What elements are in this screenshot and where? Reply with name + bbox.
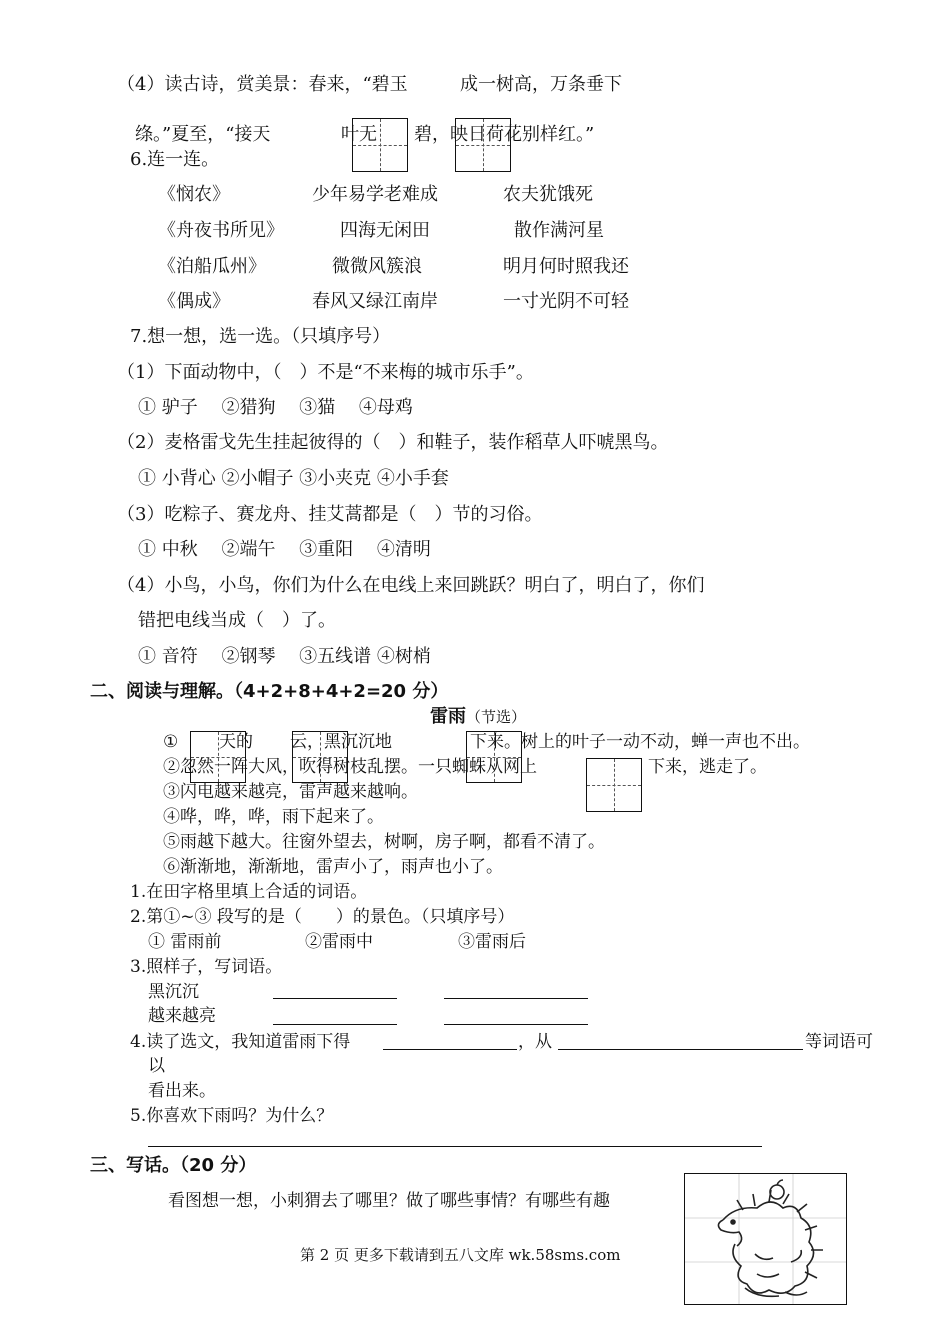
- match-line-a[interactable]: 春风又绿江南岸: [312, 291, 438, 312]
- passage-paragraph-1: 下来。树上的叶子一动不动，蝉一声也不出。: [470, 732, 810, 752]
- writing-prompt: 看图想一想，小刺猬去了哪里？做了哪些事情？有哪些有趣: [168, 1191, 610, 1211]
- passage-paragraph-2: ②忽然一阵大风，吹得树枝乱摆。一只蜘蛛从网上: [163, 757, 537, 777]
- passage-paragraph-4: ④哗，哗，哗，雨下起来了。: [163, 807, 384, 827]
- page-footer: 第 2 页 更多下载请到五八文库 wk.58sms.com: [300, 1246, 621, 1264]
- q7-options-3: ① 中秋 ②端午 ③重阳 ④清明: [138, 539, 431, 560]
- sub-question-1: 1.在田字格里填上合适的词语。: [130, 882, 368, 902]
- match-title[interactable]: 《悯农》: [158, 184, 230, 205]
- sub-question-2-option: ① 雷雨前: [148, 932, 222, 952]
- match-title[interactable]: 《泊船瓜州》: [158, 256, 266, 277]
- answer-blank[interactable]: [273, 1024, 397, 1025]
- q7-options-1: ① 驴子 ②猎狗 ③猫 ④母鸡: [138, 397, 413, 418]
- sub-question-2-option: ③雷雨后: [458, 932, 526, 952]
- passage-paragraph-1: ①: [163, 732, 179, 752]
- sub-question-2-option: ②雷雨中: [305, 932, 373, 952]
- match-line-b[interactable]: 明月何时照我还: [503, 256, 629, 277]
- example-word-1: 黑沉沉: [148, 982, 199, 1002]
- tianzige-box[interactable]: [352, 118, 408, 172]
- sub-question-5: 5.你喜欢下雨吗？为什么？: [130, 1106, 334, 1126]
- passage-paragraph-6: ⑥渐渐地，渐渐地，雷声小了，雨声也小了。: [163, 857, 503, 877]
- answer-blank[interactable]: [273, 998, 397, 999]
- sub-question-3: 3.照样子，写词语。: [130, 957, 283, 977]
- hedgehog-icon: [685, 1174, 847, 1305]
- section-heading-reading: 二、阅读与理解。（4+2+8+4+2=20 分）: [90, 681, 449, 702]
- q6-title: 6.连一连。: [130, 149, 220, 170]
- passage-paragraph-5: ⑤雨越下越大。往窗外望去，树啊，房子啊，都看不清了。: [163, 832, 605, 852]
- poem-question-line2c: 碧，映日荷花别样红。”: [414, 124, 595, 145]
- match-line-b[interactable]: 散作满河星: [514, 220, 604, 241]
- q7-question-3: （3）吃粽子、赛龙舟、挂艾蒿都是（ ）节的习俗。: [117, 504, 543, 525]
- poem-question-line2: 绦。”夏至，“接天: [135, 124, 271, 145]
- answer-blank[interactable]: [558, 1049, 803, 1050]
- match-title[interactable]: 《舟夜书所见》: [158, 220, 284, 241]
- answer-blank[interactable]: [383, 1049, 517, 1050]
- passage-title-text: 雷雨: [430, 706, 466, 727]
- q7-options-4: ① 音符 ②钢琴 ③五线谱 ④树梢: [138, 646, 431, 667]
- q7-question-1: （1）下面动物中，（ ）不是“不来梅的城市乐手”。: [117, 362, 534, 383]
- match-line-b[interactable]: 一寸光阴不可轻: [503, 291, 629, 312]
- example-word-2: 越来越亮: [148, 1006, 216, 1026]
- sub-question-4: 4.读了选文，我知道雷雨下得: [130, 1032, 351, 1052]
- sub-question-4: ，从: [518, 1032, 552, 1052]
- match-title[interactable]: 《偶成》: [158, 291, 230, 312]
- tianzige-box[interactable]: [586, 758, 642, 812]
- q7-question-4a: （4）小鸟，小鸟，你们为什么在电线上来回跳跃？明白了，明白了，你们: [117, 575, 705, 596]
- section-heading-writing: 三、写话。（20 分）: [90, 1155, 257, 1176]
- passage-paragraph-3: ③闪电越来越亮，雷声越来越响。: [163, 782, 418, 802]
- sub-question-4: 以: [148, 1056, 165, 1076]
- answer-line[interactable]: [148, 1146, 762, 1147]
- poem-question-line1a: （4）读古诗，赏美景：春来，“碧玉: [117, 74, 408, 95]
- passage-title: [430, 706, 526, 728]
- match-line-a[interactable]: 四海无闲田: [340, 220, 430, 241]
- sub-question-4: 等词语可: [805, 1032, 873, 1052]
- passage-title-note: （节选）: [466, 708, 527, 726]
- match-line-b[interactable]: 农夫犹饿死: [503, 184, 593, 205]
- match-line-a[interactable]: 少年易学老难成: [312, 184, 438, 205]
- sub-question-2: 2.第①~③ 段写的是（ ）的景色。（只填序号）: [130, 907, 515, 927]
- q7-options-2: ① 小背心 ②小帽子 ③小夹克 ④小手套: [138, 468, 449, 489]
- hedgehog-picture: [684, 1173, 847, 1305]
- q7-question-4b: 错把电线当成（ ）了。: [138, 610, 336, 631]
- answer-blank[interactable]: [444, 998, 588, 999]
- sub-question-4: 看出来。: [148, 1081, 216, 1101]
- q7-title: 7.想一想，选一选。（只填序号）: [130, 326, 391, 347]
- answer-blank[interactable]: [444, 1024, 588, 1025]
- passage-paragraph-2: 下来，逃走了。: [648, 757, 767, 777]
- poem-question-line2b: 叶无: [341, 124, 377, 145]
- tianzige-box[interactable]: [455, 118, 511, 172]
- passage-paragraph-1: 天的: [219, 732, 253, 752]
- q7-question-2: （2）麦格雷戈先生挂起彼得的（ ）和鞋子，装作稻草人吓唬黑鸟。: [117, 432, 669, 453]
- poem-question-line1b: 成一树高，万条垂下: [460, 74, 622, 95]
- passage-paragraph-1: 云，黑沉沉地: [290, 732, 392, 752]
- match-line-a[interactable]: 微微风簇浪: [332, 256, 422, 277]
